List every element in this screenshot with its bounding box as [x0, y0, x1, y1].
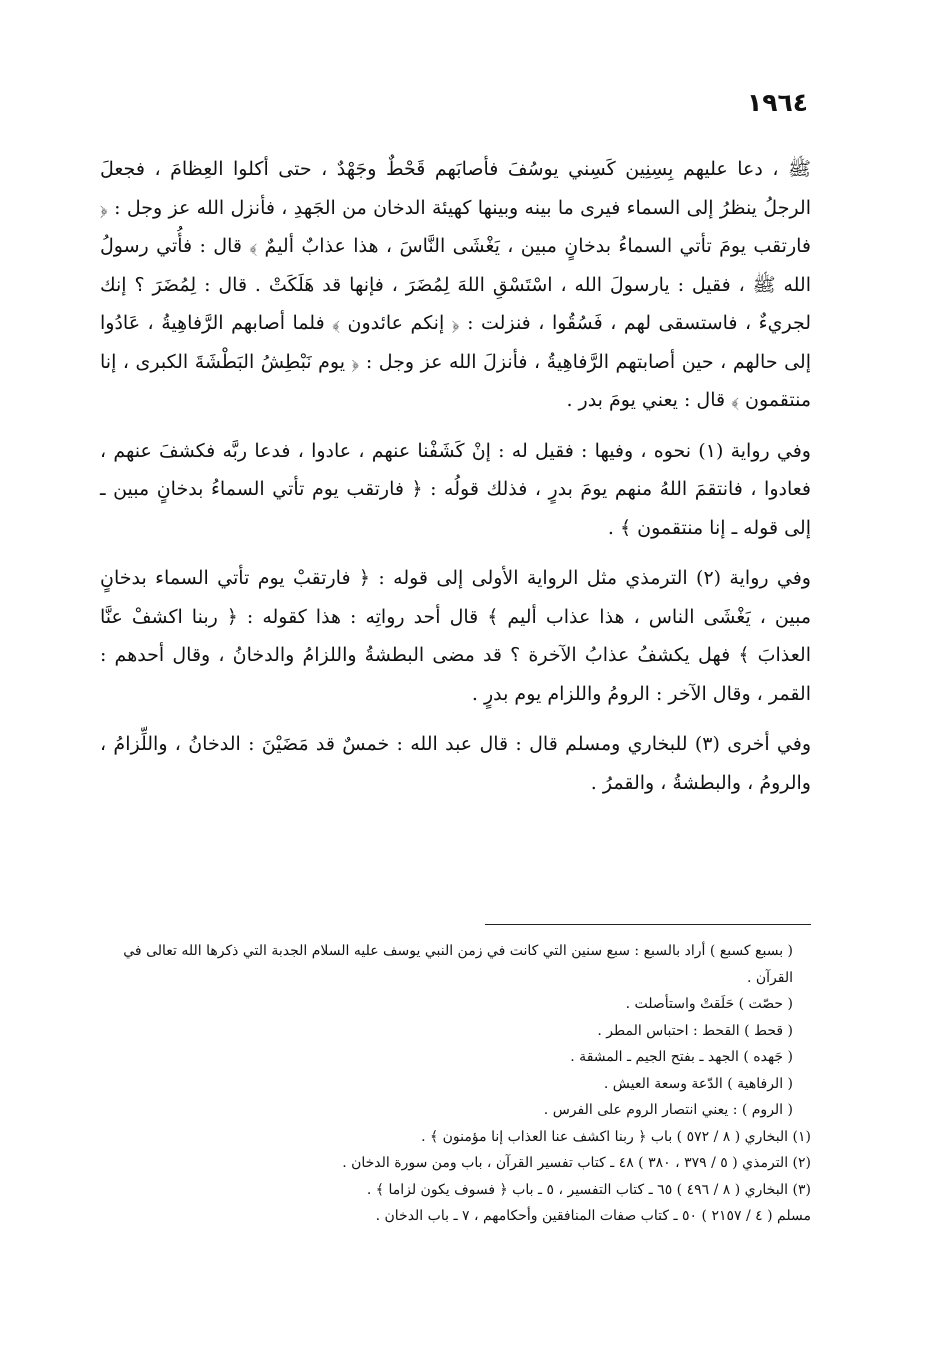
footnote-divider — [485, 924, 811, 925]
reference-note: (٣) البخاري ( ٨ / ٤٩٦ ) ٦٥ ـ كتاب التفسير ، ٥ ـ باب ﴿ فسوف يكون لزاما ﴾ . — [366, 1181, 811, 1198]
paragraph-1: ﷺ ، دعا عليهم بِسِنِين كَسِني يوسُفَ فأصابَهم قَحْطٌ وجَهْدٌ ، حتى أكلوا العِظامَ ، فجعلَ الرجلُ ينظرُ إلى السماء فيرى ما بينه وبينها كهيئة الدخان من الجَهدِ ، فأنزل الله عز وجل : ﴿ فارتقب يومَ تأتي السماءُ بدخانٍ مبين ، يَغْشَى النَّاسَ ، هذا عذابٌ أليمٌ ﴾ قال : فأُتي رسولُ الله ﷺ ، فقيل : يارسولَ الله ، اسْتَسْقِ اللهَ لِمُضَرَ ، فإنها قد هَلَكَتْ . قال : لِمُضَرَ ؟ إنك لجريءٌ ، فاستسقى لهم ، فَسُقُوا ، فنزلت : ﴿ إنكم عائدون ﴾ فلما أصابهم الرَّفاهِيةُ ، عَادُوا إلى حالهم ، حين أصابتهم الرَّفاهِيةُ ، فأنزلَ الله عز وجل : ﴿ يوم نَبْطِشُ البَطْشَةَ الكبرى ، إنا منتقمون ﴾ قال : يعني يومَ بدر . — [100, 158, 811, 411]
paragraph-2: وفي رواية (١) نحوه ، وفيها : فقيل له : إنْ كَشَفْنا عنهم ، عادوا ، فدعا ربَّه فكشفَ عنهم ، فعادوا ، فانتقمَ اللهُ منهم يومَ بدرٍ ، فذلك قولُه : ﴿ فارتقب يوم تأتي السماءُ بدخانٍ مبين ـ إلى قوله ـ إنا منتقمون ﴾ . — [100, 439, 811, 539]
glossary-note: ( الرفاهية ) الدّعة وسعة العيش . — [603, 1075, 793, 1092]
glossary-note: ( قحط ) القحط : احتباس المطر . — [597, 1022, 793, 1039]
reference-note: (١) البخاري ( ٨ / ٥٧٢ ) باب ﴿ ربنا اكشف عنا العذاب إنا مؤمنون ﴾ . — [421, 1128, 811, 1145]
paragraph-3: وفي رواية (٢) الترمذي مثل الرواية الأولى إلى قوله : ﴿ فارتقبْ يوم تأتي السماء بدخانٍ مبين ، يَغْشَى الناس ، هذا عذاب أليم ﴾ قال أحد رواتِه : هذا كقوله : ﴿ ربنا اكشفْ عنَّا العذابَ ﴾ فهل يكشفُ عذابُ الآخرة ؟ قد مضى البطشةُ واللزامُ والدخانُ ، وقال أحدهم : القمر ، وقال الآخر : الرومُ واللزام يوم بدرٍ . — [100, 567, 811, 705]
footnotes — [100, 938, 811, 1230]
glossary-note: ( بسبع كسبع ) أراد بالسبع : سبع سنين التي كانت في زمن النبي يوسف عليه السلام الجدبة التي ذكرها الله تعالى في القرآن . — [123, 943, 793, 986]
glossary-note: ( حصّت ) حَلَقتْ واستأصلت . — [625, 996, 793, 1012]
main-text — [100, 150, 811, 814]
paragraph-4: وفي أخرى (٣) للبخاري ومسلم قال : قال عبد الله : خمسٌ قد مَضَيْنَ : الدخانُ ، واللِّزامُ ، والرومُ ، والبطشةُ ، والقمرُ . — [100, 733, 811, 794]
glossary-note: ( جَهده ) الجهد ـ بفتح الجيم ـ المشقة . — [570, 1049, 793, 1065]
reference-note: (٢) الترمذي ( ٥ / ٣٧٩ ، ٣٨٠ ) ٤٨ ـ كتاب تفسير القرآن ، باب ومن سورة الدخان . — [342, 1155, 811, 1171]
reference-note: مسلم ( ٤ / ٢١٥٧ ) ٥٠ ـ كتاب صفات المنافقين وأحكامهم ، ٧ ـ باب الدخان . — [375, 1208, 811, 1224]
page-number: ١٩٦٤ — [746, 88, 808, 117]
glossary-note: ( الروم ) : يعني انتصار الروم على الفرس . — [543, 1102, 793, 1118]
